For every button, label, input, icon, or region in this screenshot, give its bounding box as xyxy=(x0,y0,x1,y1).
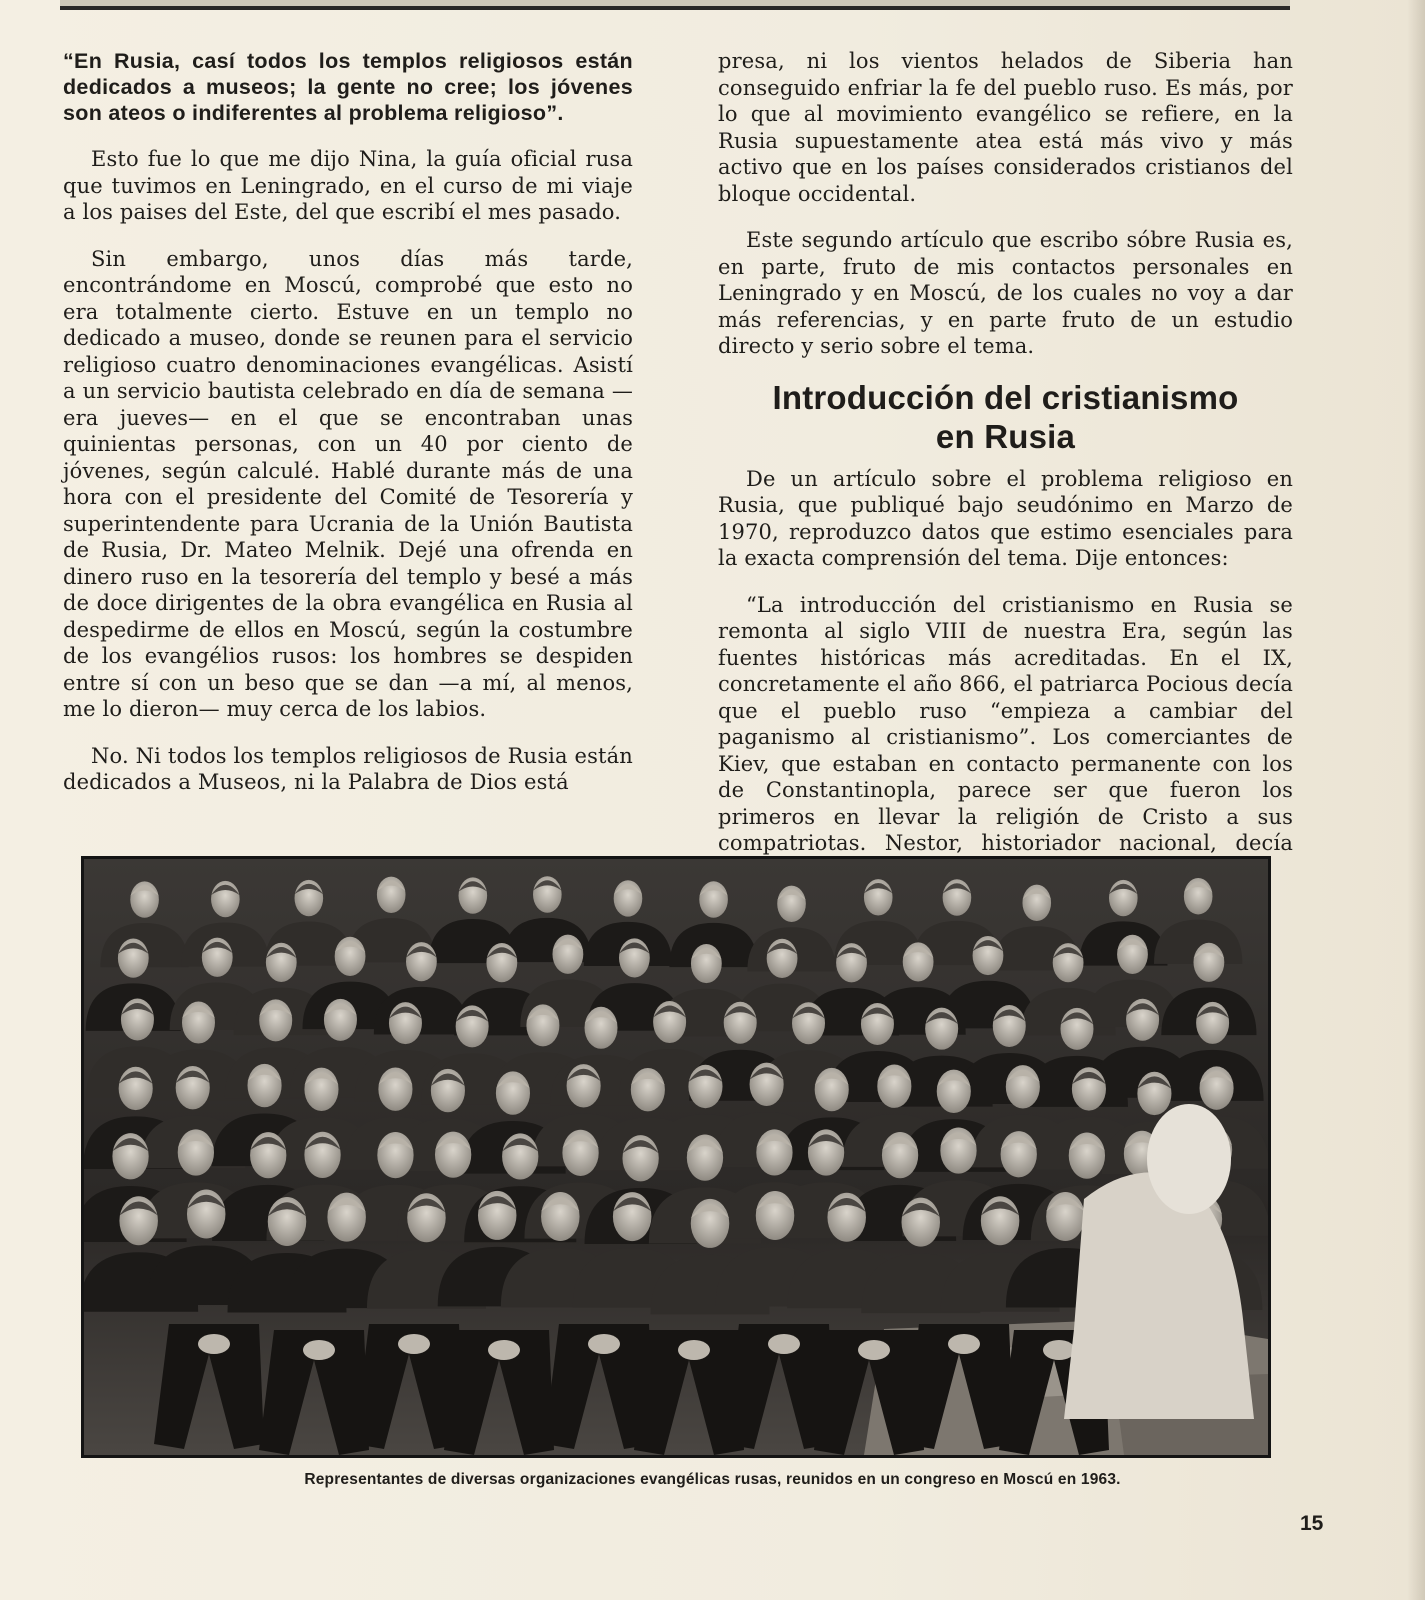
woman-headscarf xyxy=(1147,1104,1231,1214)
body-paragraph: De un artículo sobre el problema religioso en Rusia, que publiqué bajo seudónimo en Marzo de 1970, reproduzco datos que estimo esenciales para la exacta comprensión del tema. Dije entonces: xyxy=(718,466,1293,570)
seated-person-hands xyxy=(768,1334,800,1354)
top-rule xyxy=(60,6,1290,10)
lead-quote: “En Rusia, casí todos los templos religiosos están dedicados a museos; la gente no cree; los jóvenes son ateos o indiferentes al problema religioso”. xyxy=(63,49,633,125)
body-paragraph: Este segundo artículo que escribo sóbre Rusia es, en parte, fruto de mis contactos personales en Leningrado y en Moscú, de los cuales no voy a dar más referencias, y en parte fruto de un estudio directo y serio sobre el tema. xyxy=(718,228,1293,358)
body-paragraph: Esto fue lo que me dijo Nina, la guía oficial rusa que tuvimos en Leningrado, en el curso de mi viaje a los paises del Este, del que escribí el mes pasado. xyxy=(63,147,633,224)
seated-person-hands xyxy=(678,1340,710,1360)
body-paragraph: Sin embargo, unos días más tarde, encontrándome en Moscú, comprobé que esto no era totalmente cierto. Estuve en un templo no dedicado a museo, donde se reunen para el servicio religioso cuatro denominaciones evangélicas. Asistí a un servicio bautista celebrado en día de semana —era jueves— en el que se encontraban unas quinientas personas, con un 40 por ciento de jóvenes, según calculé. Hablé durante más de una hora con el presidente del Comité de Tesorería y superintendente para Ucrania de la Unión Bautista de Rusia, Dr. Mateo Melnik. Dejé una ofrenda en dinero ruso en la tesorería del templo y besé a más de doce dirigentes de la obra evangélica en Rusia al despedirme de ellos en Moscú, según la costumbre de los evangélios rusos: los hombres se despiden entre sí con un beso que se dan —a mí, al menos, me lo dieron— muy cerca de los labios. xyxy=(63,246,633,721)
right-column xyxy=(718,48,1293,903)
seated-person-hands xyxy=(198,1334,230,1354)
left-column xyxy=(63,48,633,816)
page-edge-shadow xyxy=(1407,0,1425,1600)
body-paragraph: No. Ni todos los templos religiosos de Rusia están dedicados a Museos, ni la Palabra de Dios está xyxy=(63,743,633,794)
seated-person-hands xyxy=(303,1340,335,1360)
seated-person-hands xyxy=(488,1340,520,1360)
section-heading-line-2: en Rusia xyxy=(935,417,1076,455)
seated-person-hands xyxy=(948,1334,980,1354)
photo-caption: Representantes de diversas organizaciones evangélicas rusas, reunidos en un congreso en Moscú en 1963. xyxy=(304,1471,1121,1488)
seated-person-hands xyxy=(398,1334,430,1354)
seated-person-hands xyxy=(858,1340,890,1360)
seated-person-hands xyxy=(1043,1340,1075,1360)
group-photo xyxy=(81,856,1271,1458)
page-number: 15 xyxy=(1300,1512,1324,1535)
section-heading xyxy=(718,378,1293,456)
seated-person-hands xyxy=(588,1334,620,1354)
group-photo-illustration xyxy=(84,859,1268,1455)
continued-paragraph: presa, ni los vientos helados de Siberia han conseguido enfriar la fe del pueblo ruso. Es más, por lo que al movimiento evangélico se refiere, en la Rusia supuestamente atea está más vivo y más activo que en los países considerados cristianos del bloque occidental. xyxy=(718,49,1293,206)
body-paragraph: “La introducción del cristianismo en Rusia se remonta al siglo VIII de nuestra Era, según las fuentes históricas más acreditadas. En el IX, concretamente el año 866, el patriarca Pocious decía que el pueblo ruso “empieza a cambiar del paganismo al cristianismo”. Los comerciantes de Kiev, que estaban en contacto permanente con los de Constantinopla, parece ser que fueron los primeros en llevar la religión de Cristo a sus compatriotas. Nestor, historiador nacional, decía xyxy=(718,592,1293,855)
section-heading-line-1: Introducción del cristianismo xyxy=(772,378,1239,416)
